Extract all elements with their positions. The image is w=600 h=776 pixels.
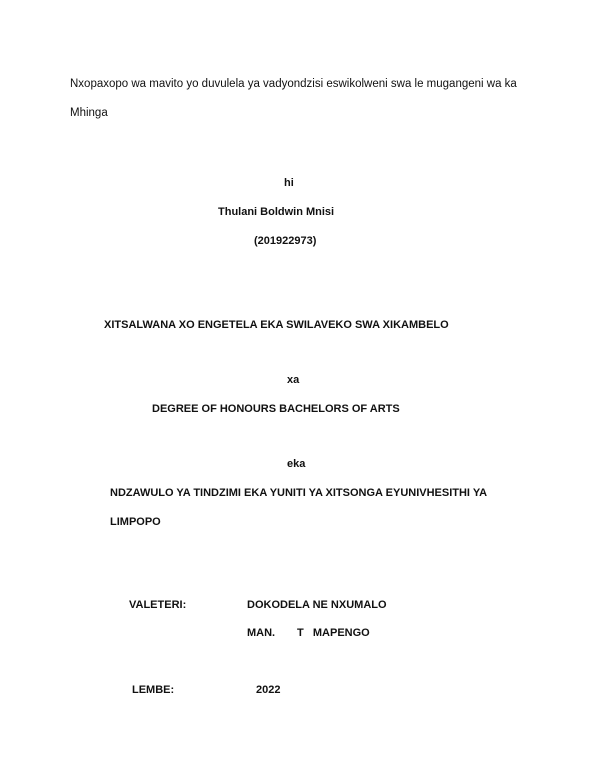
- department-line-2: LIMPOPO: [110, 516, 161, 528]
- year-label: LEMBE:: [132, 684, 175, 696]
- department-line-1: NDZAWULO YA TINDZIMI EKA YUNITI YA XITSONGA EYUNIVHESITHI YA: [110, 487, 488, 499]
- submission-statement: XITSALWANA XO ENGETELA EKA SWILAVEKO SWA XIKAMBELO: [104, 319, 449, 331]
- supervisor-title-2: MAN.: [247, 627, 276, 639]
- supervisor-name-2: T MAPENGO: [297, 627, 370, 639]
- thesis-title: Nxopaxopo wa mavito yo duvulela ya vadyondzisi eswikolweni swa le mugangeni wa ka Mhinga: [70, 78, 517, 119]
- supervisor-name-1: DOKODELA NE NXUMALO: [247, 599, 387, 611]
- degree-name: DEGREE OF HONOURS BACHELORS OF ARTS: [152, 403, 400, 415]
- for-label: xa: [287, 374, 300, 386]
- by-label: hi: [284, 177, 294, 189]
- author-name: Thulani Boldwin Mnisi: [218, 206, 335, 218]
- student-number: (201922973): [254, 235, 317, 247]
- year-value: 2022: [256, 684, 281, 696]
- supervisor-label: VALETERI:: [129, 599, 187, 611]
- at-label: eka: [287, 458, 306, 470]
